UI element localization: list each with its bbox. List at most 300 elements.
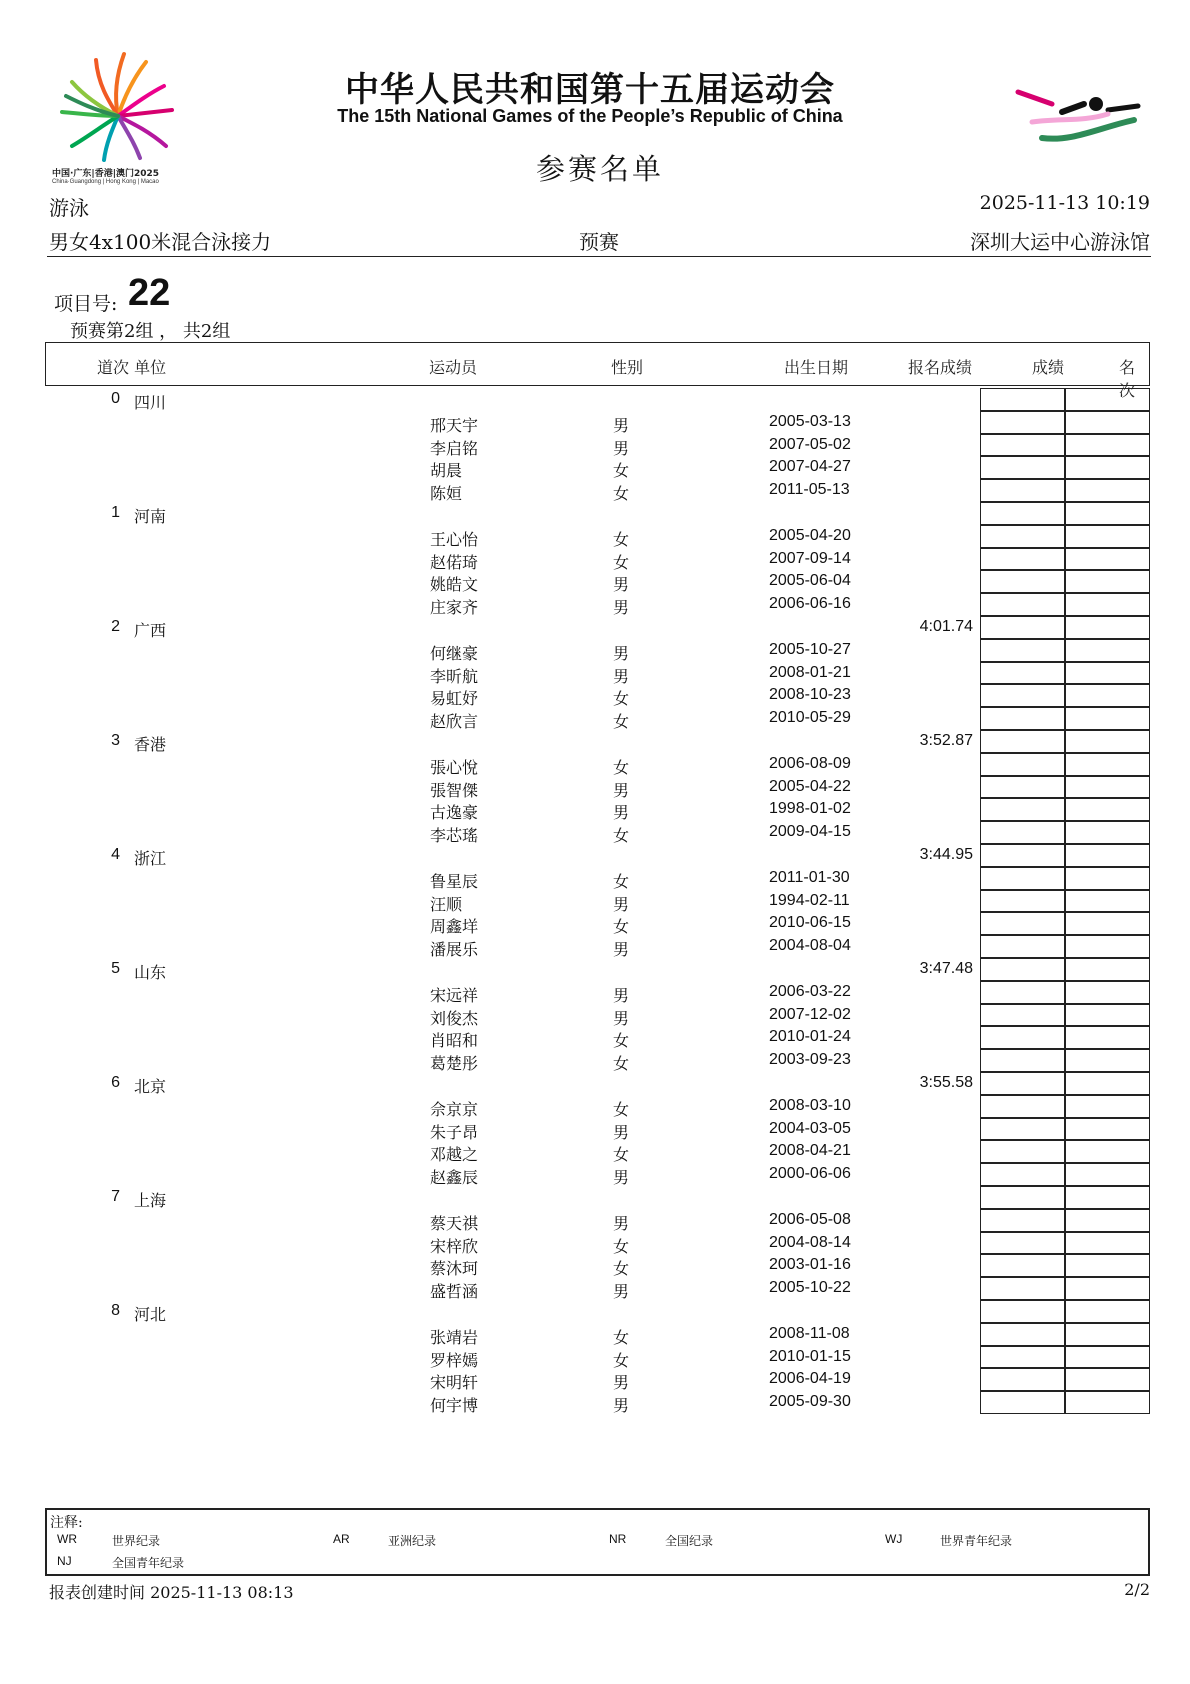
athlete-sex: 女	[613, 689, 630, 709]
col-lane-team: 道次 单位	[97, 358, 167, 377]
notes-label: 注释:	[50, 1515, 83, 1531]
athlete-name: 赵欣言	[430, 712, 479, 732]
rank-cell	[1065, 1186, 1150, 1209]
team-name: 山东	[134, 963, 167, 982]
result-cell	[980, 844, 1065, 867]
athlete-sex: 女	[613, 1350, 630, 1370]
team-row	[0, 844, 1190, 867]
athlete-row	[0, 1232, 1190, 1255]
entry-time: 4:01.74	[919, 618, 973, 635]
rank-cell	[1065, 798, 1150, 821]
athlete-row	[0, 1323, 1190, 1346]
rank-cell	[1065, 890, 1150, 913]
athlete-name: 姚皓文	[430, 575, 479, 595]
result-cell	[980, 1095, 1065, 1118]
athlete-dob: 2006-03-22	[769, 982, 851, 1000]
legend-code: AR	[333, 1532, 350, 1546]
athlete-dob: 2008-11-08	[769, 1324, 850, 1342]
athlete-row	[0, 1346, 1190, 1369]
flower-emblem-icon	[52, 44, 184, 166]
result-cell	[980, 502, 1065, 525]
athlete-sex: 男	[613, 438, 630, 458]
logo-caption-cn: 中国·广东|香港|澳门2025	[52, 169, 160, 179]
athlete-sex: 男	[613, 803, 630, 823]
athlete-sex: 女	[613, 1236, 630, 1256]
result-cell	[980, 890, 1065, 913]
report-datetime: 2025-11-13 10:19	[979, 192, 1150, 214]
athlete-row	[0, 456, 1190, 479]
result-cell	[980, 798, 1065, 821]
athlete-row	[0, 662, 1190, 685]
athlete-dob: 2006-04-19	[769, 1370, 851, 1388]
sport-name: 游泳	[49, 196, 89, 220]
athlete-sex: 男	[613, 1122, 630, 1142]
event-number-label: 项目号:	[54, 293, 118, 315]
athlete-dob: 2004-08-04	[769, 937, 851, 955]
team-row	[0, 1072, 1190, 1095]
athlete-dob: 2007-09-14	[769, 549, 851, 567]
athlete-sex: 男	[613, 1008, 630, 1028]
lane-number: 6	[111, 1074, 120, 1091]
athlete-row	[0, 821, 1190, 844]
team-name: 河北	[134, 1305, 167, 1324]
athlete-row	[0, 570, 1190, 593]
rank-cell	[1065, 1391, 1150, 1414]
athlete-sex: 女	[613, 871, 630, 891]
athlete-sex: 女	[613, 826, 630, 846]
rank-cell	[1065, 867, 1150, 890]
col-athlete: 运动员	[429, 358, 478, 377]
athlete-name: 庄家齐	[430, 598, 479, 618]
result-cell	[980, 776, 1065, 799]
result-cell	[980, 1049, 1065, 1072]
athlete-dob: 2005-10-22	[769, 1279, 851, 1297]
result-cell	[980, 753, 1065, 776]
athlete-name: 潘展乐	[430, 940, 479, 960]
rank-cell	[1065, 479, 1150, 502]
result-cell	[980, 548, 1065, 571]
athlete-name: 朱子昂	[430, 1122, 479, 1142]
athlete-sex: 女	[613, 1031, 630, 1051]
athlete-row	[0, 548, 1190, 571]
lane-number: 1	[111, 504, 120, 521]
athlete-name: 邢天宇	[430, 415, 479, 435]
team-row	[0, 388, 1190, 411]
athlete-dob: 2005-06-04	[769, 572, 851, 590]
athlete-row	[0, 890, 1190, 913]
athlete-sex: 女	[613, 757, 630, 777]
games-title-cn: 中华人民共和国第十五届运动会	[345, 70, 835, 110]
result-cell	[980, 1232, 1065, 1255]
lane-number: 0	[111, 390, 120, 407]
rank-cell	[1065, 525, 1150, 548]
legend-desc: 全国青年纪录	[112, 1556, 185, 1570]
athlete-dob: 2005-09-30	[769, 1393, 851, 1411]
athlete-dob: 2011-01-30	[769, 868, 850, 886]
athlete-row	[0, 1095, 1190, 1118]
athlete-dob: 2008-04-21	[769, 1142, 851, 1160]
rank-cell	[1065, 1118, 1150, 1141]
athlete-row	[0, 981, 1190, 1004]
athlete-sex: 男	[613, 985, 630, 1005]
athlete-dob: 2004-03-05	[769, 1119, 851, 1137]
team-row	[0, 616, 1190, 639]
athlete-name: 李昕航	[430, 666, 479, 686]
athlete-row	[0, 1140, 1190, 1163]
result-cell	[980, 730, 1065, 753]
result-cell	[980, 1323, 1065, 1346]
page-number: 2/2	[1124, 1580, 1150, 1599]
rank-cell	[1065, 935, 1150, 958]
athlete-name: 古逸豪	[430, 803, 479, 823]
result-cell	[980, 1140, 1065, 1163]
rank-cell	[1065, 776, 1150, 799]
result-cell	[980, 821, 1065, 844]
result-cell	[980, 662, 1065, 685]
athlete-row	[0, 1391, 1190, 1414]
entry-time: 3:47.48	[919, 960, 973, 977]
athlete-name: 蔡天祺	[430, 1213, 479, 1233]
result-cell	[980, 1277, 1065, 1300]
athlete-row	[0, 1368, 1190, 1391]
legend-code: NJ	[57, 1554, 72, 1568]
athlete-dob: 2010-01-24	[769, 1028, 851, 1046]
rank-cell	[1065, 411, 1150, 434]
athlete-name: 何宇博	[430, 1396, 479, 1416]
athlete-name: 王心怡	[430, 529, 479, 549]
col-dob: 出生日期	[784, 358, 849, 377]
rank-cell	[1065, 593, 1150, 616]
athlete-name: 罗梓嫣	[430, 1350, 479, 1370]
rank-cell	[1065, 456, 1150, 479]
athlete-sex: 男	[613, 940, 630, 960]
rank-cell	[1065, 684, 1150, 707]
team-name: 四川	[134, 393, 167, 412]
athlete-row	[0, 684, 1190, 707]
team-name: 浙江	[134, 849, 167, 868]
team-name: 北京	[134, 1077, 167, 1096]
rank-cell	[1065, 570, 1150, 593]
result-cell	[980, 411, 1065, 434]
athlete-dob: 1994-02-11	[769, 891, 850, 909]
result-cell	[980, 388, 1065, 411]
athlete-name: 易虹妤	[430, 689, 479, 709]
rank-cell	[1065, 1323, 1150, 1346]
result-cell	[980, 593, 1065, 616]
games-title-en: The 15th National Games of the People’s Republic of China	[337, 106, 843, 126]
athlete-dob: 2006-05-08	[769, 1210, 851, 1228]
rank-cell	[1065, 639, 1150, 662]
team-name: 河南	[134, 507, 167, 526]
athlete-row	[0, 935, 1190, 958]
rank-cell	[1065, 1232, 1150, 1255]
team-row	[0, 1186, 1190, 1209]
result-cell	[980, 1118, 1065, 1141]
result-cell	[980, 1026, 1065, 1049]
athlete-row	[0, 1254, 1190, 1277]
entry-time: 3:52.87	[919, 732, 973, 749]
rank-cell	[1065, 707, 1150, 730]
games-logo	[52, 44, 184, 189]
column-header	[45, 342, 1150, 400]
athlete-name: 蔡沐珂	[430, 1259, 479, 1279]
result-cell	[980, 479, 1065, 502]
athlete-row	[0, 1118, 1190, 1141]
athlete-sex: 男	[613, 575, 630, 595]
result-cell	[980, 456, 1065, 479]
rank-cell	[1065, 1072, 1150, 1095]
result-cell	[980, 1186, 1065, 1209]
athlete-dob: 2010-06-15	[769, 914, 851, 932]
athlete-sex: 女	[613, 712, 630, 732]
result-cell	[980, 1209, 1065, 1232]
team-row	[0, 958, 1190, 981]
athlete-sex: 男	[613, 666, 630, 686]
team-name: 广西	[134, 621, 167, 640]
lane-number: 4	[111, 846, 120, 863]
athlete-row	[0, 434, 1190, 457]
athlete-name: 赵偌琦	[430, 552, 479, 572]
athlete-row	[0, 1049, 1190, 1072]
athlete-row	[0, 707, 1190, 730]
athlete-dob: 2011-05-13	[769, 481, 850, 499]
result-cell	[980, 616, 1065, 639]
rank-cell	[1065, 1049, 1150, 1072]
event-number: 22	[128, 272, 171, 314]
rank-cell	[1065, 1300, 1150, 1323]
col-sex: 性别	[611, 358, 644, 377]
legend-code: WJ	[885, 1532, 903, 1546]
rank-cell	[1065, 662, 1150, 685]
col-rank: 名次	[1119, 358, 1136, 400]
lane-number: 5	[111, 960, 120, 977]
result-cell	[980, 434, 1065, 457]
legend-desc: 世界纪录	[112, 1534, 161, 1548]
athlete-sex: 男	[613, 1282, 630, 1302]
athlete-name: 刘俊杰	[430, 1008, 479, 1028]
rank-cell	[1065, 1277, 1150, 1300]
athlete-sex: 女	[613, 1259, 630, 1279]
rank-cell	[1065, 502, 1150, 525]
legend-desc: 世界青年纪录	[940, 1534, 1013, 1548]
athlete-name: 陈姮	[430, 484, 463, 504]
result-cell	[980, 981, 1065, 1004]
athlete-name: 宋明轩	[430, 1373, 479, 1393]
header-divider	[47, 256, 1151, 257]
athlete-dob: 2005-10-27	[769, 640, 851, 658]
legend-code: NR	[609, 1532, 627, 1546]
legend-code: WR	[57, 1532, 77, 1546]
athlete-sex: 女	[613, 484, 630, 504]
entry-time: 3:55.58	[919, 1074, 973, 1091]
col-result: 成绩	[1032, 358, 1065, 377]
athlete-dob: 2006-06-16	[769, 595, 851, 613]
lane-number: 3	[111, 732, 120, 749]
athlete-name: 汪顺	[430, 894, 463, 914]
rank-cell	[1065, 434, 1150, 457]
event-name: 男女4x100米混合泳接力	[49, 230, 272, 254]
rank-cell	[1065, 912, 1150, 935]
athlete-dob: 2006-08-09	[769, 754, 851, 772]
rank-cell	[1065, 1026, 1150, 1049]
athlete-name: 何继豪	[430, 643, 479, 663]
athlete-sex: 男	[613, 780, 630, 800]
athlete-sex: 女	[613, 529, 630, 549]
athlete-sex: 女	[613, 552, 630, 572]
result-cell	[980, 1346, 1065, 1369]
athlete-name: 佘京京	[430, 1099, 479, 1119]
lane-number: 2	[111, 618, 120, 635]
legend-desc: 亚洲纪录	[388, 1534, 437, 1548]
result-cell	[980, 958, 1065, 981]
athlete-dob: 2005-04-22	[769, 777, 851, 795]
heat-info: 预赛第2组 ， 共2组	[70, 321, 231, 342]
athlete-row	[0, 753, 1190, 776]
team-name: 香港	[134, 735, 167, 754]
athlete-dob: 2003-01-16	[769, 1256, 851, 1274]
athlete-sex: 男	[613, 1213, 630, 1233]
rank-cell	[1065, 1095, 1150, 1118]
athlete-row	[0, 639, 1190, 662]
lane-number: 7	[111, 1188, 120, 1205]
athlete-sex: 女	[613, 1099, 630, 1119]
athlete-name: 宋远祥	[430, 985, 479, 1005]
rank-cell	[1065, 981, 1150, 1004]
athlete-dob: 2009-04-15	[769, 823, 851, 841]
athlete-row	[0, 1277, 1190, 1300]
event-phase: 预赛	[579, 230, 619, 254]
venue-name: 深圳大运中心游泳馆	[970, 230, 1150, 254]
team-row	[0, 730, 1190, 753]
athlete-name: 張心悅	[430, 757, 479, 777]
rank-cell	[1065, 844, 1150, 867]
athlete-dob: 2005-03-13	[769, 412, 851, 430]
result-cell	[980, 1254, 1065, 1277]
rank-cell	[1065, 1254, 1150, 1277]
athlete-row	[0, 525, 1190, 548]
result-cell	[980, 1072, 1065, 1095]
athlete-sex: 女	[613, 1054, 630, 1074]
report-created-time: 报表创建时间 2025-11-13 08:13	[49, 1583, 294, 1602]
rank-cell	[1065, 1346, 1150, 1369]
rank-cell	[1065, 1209, 1150, 1232]
athlete-sex: 男	[613, 894, 630, 914]
athlete-name: 李启铭	[430, 438, 479, 458]
result-cell	[980, 1004, 1065, 1027]
result-cell	[980, 912, 1065, 935]
athlete-sex: 男	[613, 643, 630, 663]
notes-box	[45, 1508, 1150, 1576]
athlete-dob: 2010-05-29	[769, 709, 851, 727]
rank-cell	[1065, 548, 1150, 571]
athlete-name: 胡晨	[430, 461, 463, 481]
athlete-dob: 2008-10-23	[769, 686, 851, 704]
athlete-sex: 男	[613, 1396, 630, 1416]
athlete-dob: 2005-04-20	[769, 526, 851, 544]
result-cell	[980, 1368, 1065, 1391]
athlete-dob: 2003-09-23	[769, 1051, 851, 1069]
athlete-row	[0, 593, 1190, 616]
athlete-sex: 女	[613, 1327, 630, 1347]
lane-number: 8	[111, 1302, 120, 1319]
result-cell	[980, 570, 1065, 593]
athlete-dob: 1998-01-02	[769, 800, 851, 818]
rank-cell	[1065, 1004, 1150, 1027]
athlete-sex: 男	[613, 1168, 630, 1188]
athlete-row	[0, 867, 1190, 890]
rank-cell	[1065, 958, 1150, 981]
athlete-dob: 2010-01-15	[769, 1347, 851, 1365]
col-entry-time: 报名成绩	[908, 358, 973, 377]
athlete-dob: 2008-01-21	[769, 663, 851, 681]
rank-cell	[1065, 821, 1150, 844]
rank-cell	[1065, 753, 1150, 776]
rank-cell	[1065, 388, 1150, 411]
athlete-dob: 2004-08-14	[769, 1233, 851, 1251]
athlete-sex: 男	[613, 415, 630, 435]
legend-desc: 全国纪录	[665, 1534, 714, 1548]
result-cell	[980, 684, 1065, 707]
athlete-name: 盛哲涵	[430, 1282, 479, 1302]
swimming-pictogram-icon	[1012, 82, 1142, 152]
rank-cell	[1065, 1163, 1150, 1186]
athlete-row	[0, 798, 1190, 821]
athlete-name: 肖昭和	[430, 1031, 479, 1051]
result-cell	[980, 935, 1065, 958]
result-cell	[980, 1300, 1065, 1323]
athlete-name: 邓越之	[430, 1145, 479, 1165]
document-title: 参赛名单	[535, 152, 664, 186]
athlete-row	[0, 1026, 1190, 1049]
result-cell	[980, 525, 1065, 548]
team-name: 上海	[134, 1191, 167, 1210]
athlete-sex: 女	[613, 1145, 630, 1165]
rank-cell	[1065, 616, 1150, 639]
athlete-name: 葛楚彤	[430, 1054, 479, 1074]
athlete-sex: 女	[613, 461, 630, 481]
result-cell	[980, 639, 1065, 662]
result-cell	[980, 867, 1065, 890]
athlete-dob: 2008-03-10	[769, 1096, 851, 1114]
athlete-row	[0, 479, 1190, 502]
athlete-row	[0, 411, 1190, 434]
team-row	[0, 502, 1190, 525]
logo-caption-en: China·Guangdong | Hong Kong | Macao	[52, 179, 159, 185]
rank-cell	[1065, 730, 1150, 753]
athlete-row	[0, 912, 1190, 935]
team-row	[0, 1300, 1190, 1323]
athlete-dob: 2007-12-02	[769, 1005, 851, 1023]
athlete-name: 宋梓欣	[430, 1236, 479, 1256]
entry-time: 3:44.95	[919, 846, 973, 863]
athlete-sex: 男	[613, 598, 630, 618]
athlete-dob: 2007-05-02	[769, 435, 851, 453]
athlete-row	[0, 1004, 1190, 1027]
result-cell	[980, 1391, 1065, 1414]
athlete-dob: 2007-04-27	[769, 458, 851, 476]
athlete-name: 鲁星辰	[430, 871, 479, 891]
athlete-row	[0, 1209, 1190, 1232]
athlete-name: 張智傑	[430, 780, 479, 800]
rank-cell	[1065, 1368, 1150, 1391]
athlete-name: 赵鑫辰	[430, 1168, 479, 1188]
result-cell	[980, 1163, 1065, 1186]
athlete-row	[0, 1163, 1190, 1186]
rank-cell	[1065, 1140, 1150, 1163]
athlete-row	[0, 776, 1190, 799]
athlete-name: 李芯瑤	[430, 826, 479, 846]
athlete-dob: 2000-06-06	[769, 1165, 851, 1183]
